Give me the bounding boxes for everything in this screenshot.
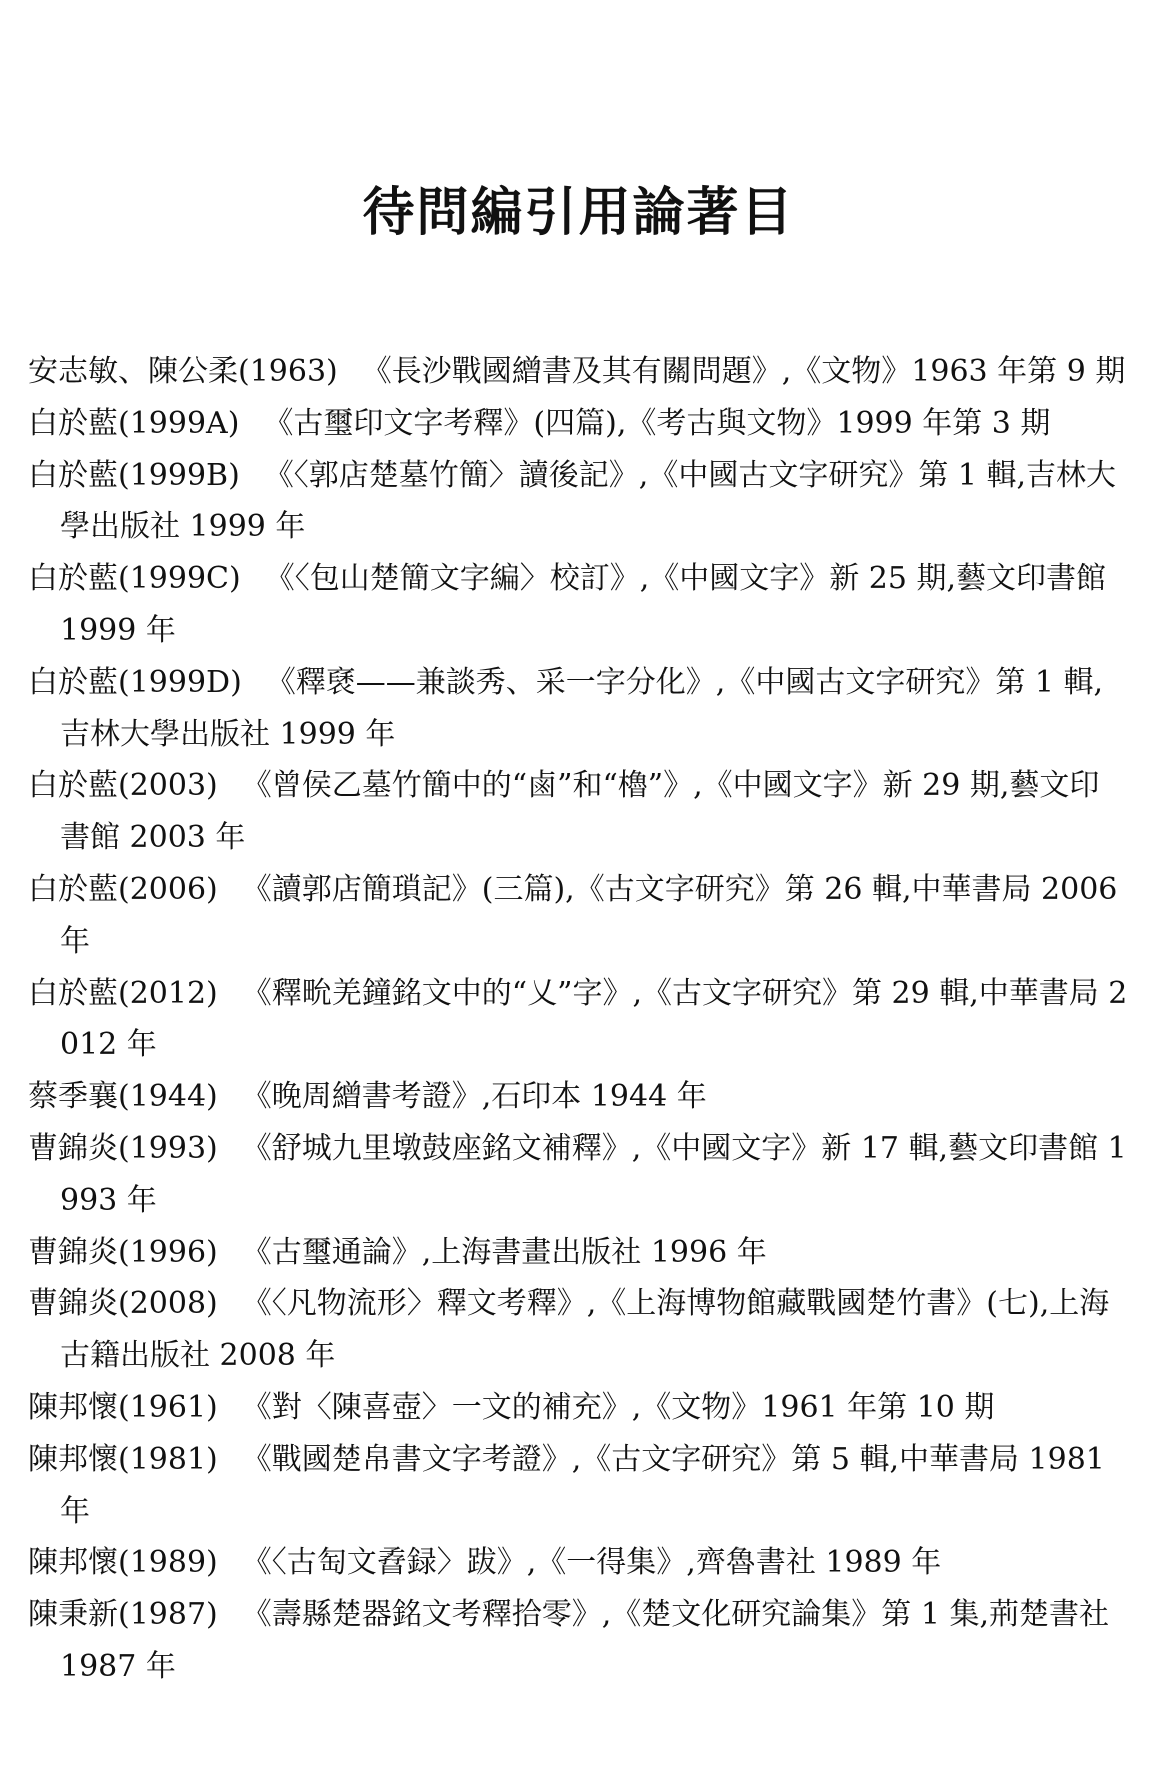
entry-author: 白於藍(1999B): [28, 457, 240, 493]
entry-author: 白於藍(1999A): [28, 405, 240, 441]
entry-author: 白於藍(1999D): [28, 664, 242, 700]
entry-reference: 《古璽通論》,上海書畫出版社 1996 年: [241, 1234, 767, 1270]
entry-author: 白於藍(2006): [28, 871, 218, 907]
bibliography-entry: [28, 864, 1128, 968]
bibliography-entry: [28, 657, 1128, 761]
bibliography-entry: [28, 398, 1128, 450]
entry-author: 陳秉新(1987): [28, 1597, 218, 1633]
bibliography-entry: [28, 760, 1128, 864]
entry-author: 陳邦懷(1981): [28, 1441, 218, 1477]
entry-reference: 《古璽印文字考釋》(四篇),《考古與文物》1999 年第 3 期: [263, 405, 1051, 441]
entry-author: 白於藍(1999C): [28, 561, 241, 597]
entry-author: 安志敏、陳公柔(1963): [28, 354, 338, 389]
bibliography-entry: [28, 553, 1128, 657]
entry-reference: 《對〈陳喜壺〉一文的補充》,《文物》1961 年第 10 期: [241, 1389, 995, 1425]
bibliography-list: [28, 346, 1128, 1693]
entry-reference: 《舒城九里墩鼓座銘文補釋》,《中國文字》新 17 輯,藝文印書館 1993 年: [60, 1130, 1127, 1218]
entry-reference: 《釋褎——兼談秀、采一字分化》,《中國古文字研究》第 1 輯,吉林大學出版社 1999 年: [60, 664, 1104, 752]
page-title: 待問編引用論著目: [362, 182, 795, 243]
entry-reference: 《曾侯乙墓竹簡中的“鹵”和“櫓”》,《中國文字》新 29 期,藝文印書館 2003 年: [60, 768, 1100, 856]
entry-reference: 《讀郭店簡瑣記》(三篇),《古文字研究》第 26 輯,中華書局 2006 年: [60, 871, 1118, 959]
entry-reference: 《〈凡物流形〉釋文考釋》,《上海博物館藏戰國楚竹書》(七),上海古籍出版社 2008 年: [60, 1286, 1110, 1374]
bibliography-entry: [28, 1589, 1128, 1693]
bibliography-entry: [28, 1227, 1128, 1279]
bibliography-entry: [28, 1071, 1128, 1123]
entry-reference: 《〈郭店楚墓竹簡〉讀後記》,《中國古文字研究》第 1 輯,吉林大學出版社 1999 年: [60, 457, 1117, 545]
bibliography-entry: [28, 1434, 1128, 1538]
entry-author: 曹錦炎(2008): [28, 1286, 218, 1322]
entry-author: 陳邦懷(1989): [28, 1545, 218, 1581]
entry-reference: 《〈古匋文孴録〉跋》,《一得集》,齊魯書社 1989 年: [241, 1545, 942, 1581]
entry-author: 白於藍(2012): [28, 975, 218, 1011]
entry-author: 曹錦炎(1993): [28, 1130, 218, 1166]
bibliography-entry: [28, 1382, 1128, 1434]
entry-reference: 《〈包山楚簡文字編〉校訂》,《中國文字》新 25 期,藝文印書館 1999 年: [60, 561, 1107, 648]
entry-reference: 《釋㽙羌鐘銘文中的“乂”字》,《古文字研究》第 29 輯,中華書局 2012 年: [60, 975, 1128, 1063]
entry-author: 白於藍(2003): [28, 768, 218, 804]
entry-author: 陳邦懷(1961): [28, 1389, 218, 1425]
entry-reference: 《長沙戰國繒書及其有關問題》,《文物》1963 年第 9 期: [361, 354, 1126, 389]
entry-author: 蔡季襄(1944): [28, 1079, 218, 1115]
bibliography-entry: [28, 450, 1128, 554]
entry-author: 曹錦炎(1996): [28, 1234, 218, 1270]
entry-reference: 《壽縣楚器銘文考釋拾零》,《楚文化研究論集》第 1 集,荊楚書社 1987 年: [60, 1597, 1109, 1684]
bibliography-entry: [28, 1278, 1128, 1382]
bibliography-entry: [28, 968, 1128, 1072]
bibliography-entry: [28, 346, 1128, 398]
bibliography-entry: [28, 1537, 1128, 1589]
entry-reference: 《晚周繒書考證》,石印本 1944 年: [241, 1079, 707, 1115]
bibliography-entry: [28, 1123, 1128, 1227]
entry-reference: 《戰國楚帛書文字考證》,《古文字研究》第 5 輯,中華書局 1981 年: [60, 1441, 1105, 1529]
